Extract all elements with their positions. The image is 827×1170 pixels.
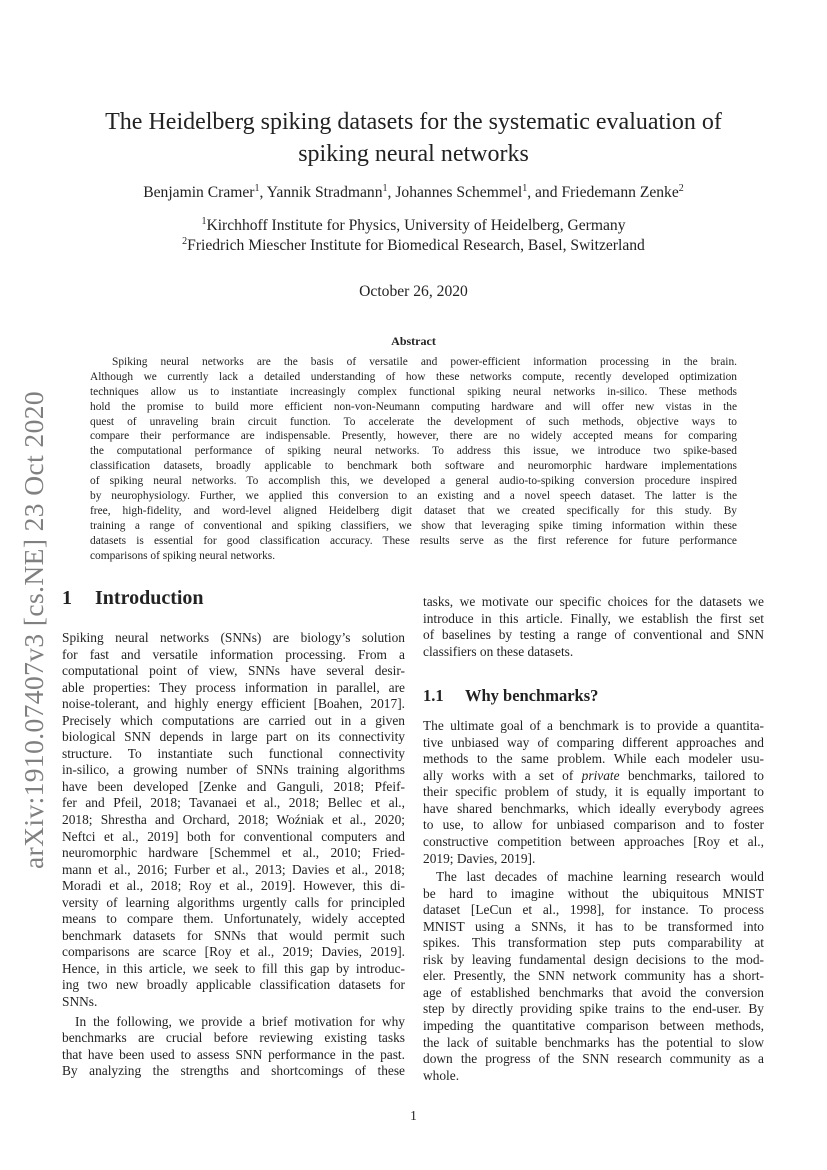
section-heading-introduction — [62, 586, 405, 610]
text-line: eler. Presently, the SNN network community has a short- — [423, 968, 764, 984]
text-segment: benchmarks, tailored to — [619, 767, 764, 783]
benchmarks-paragraph-2 — [423, 869, 764, 1084]
text-line: Neftci et al., 2019] both for conventional computers and — [62, 828, 405, 844]
text-line: versity of learning algorithms urgently calls for principled — [62, 894, 405, 910]
author-separator: , — [259, 184, 267, 201]
paper-title — [60, 106, 767, 170]
author-name: Johannes Schemmel — [395, 184, 523, 201]
affiliation-mark: 1 — [382, 183, 388, 194]
text-line: of baselines by testing a range of conventional and SNN — [423, 627, 764, 643]
abstract-body — [90, 355, 737, 563]
text-line: introduce in this article. Finally, we establish the first set — [423, 610, 764, 626]
text-line: methods to the same problem. While each modeler usu- — [423, 751, 764, 767]
abstract-line: by neurophysiology. Further, we applied this conversion to an existing and a novel speech dataset. The latter is the — [90, 490, 737, 503]
intro-paragraph-1 — [62, 630, 405, 1011]
author-name: Friedemann Zenke — [561, 184, 679, 201]
abstract-line: of spiking neural networks. To accomplish this, we developed a general audio-to-spiking conversion procedure inspired — [90, 475, 737, 488]
text-line: be hard to imagine without the ubiquitous MNIST — [423, 885, 764, 901]
text-line: Hence, in this article, we seek to fill this gap by introduc- — [62, 960, 405, 976]
section-number: 1 — [62, 587, 72, 609]
text-line: The last decades of machine learning research would — [436, 869, 764, 885]
right-column — [423, 594, 764, 1084]
affiliation-text: Friedrich Miescher Institute for Biomedical Research, Basel, Switzerland — [187, 237, 645, 254]
intro-paragraph-2 — [62, 1014, 405, 1080]
abstract-line: free, high-fidelity, and word-level aligned Heidelberg digit dataset that we created specifically for this study. By — [90, 504, 737, 517]
text-line: Spiking neural networks (SNNs) are biology’s solution — [62, 630, 405, 645]
section-title: Introduction — [95, 587, 204, 609]
text-line: The ultimate goal of a benchmark is to provide a quantita- — [423, 718, 764, 734]
emphasized-text: private — [581, 767, 620, 783]
text-line: Precisely which computations are carried out in a given — [62, 712, 405, 728]
text-line: neuromorphic hardware [Schemmel et al., 2010; Fried- — [62, 845, 405, 861]
text-line: in-silico, a growing number of SNNs training algorithms — [62, 762, 405, 778]
abstract-line: Spiking neural networks are the basis of versatile and power-efficient information processing in the brain. — [112, 356, 737, 368]
page-number: 1 — [410, 1108, 417, 1123]
text-line: In the following, we provide a brief motivation for why — [75, 1013, 405, 1029]
text-line: able properties: They process information in parallel, are — [62, 679, 405, 695]
abstract-line: quest of unraveling brain circuit function. To accelerate the development of such methods, objective ways to — [90, 415, 737, 428]
text-line: biological SNN depends in large part on its connectivity — [62, 729, 405, 745]
text-line: whole. — [423, 1067, 460, 1083]
subsection-title: Why benchmarks? — [465, 686, 599, 706]
text-line: 2018; Shrestha and Orchard, 2018; Woźniak et al., 2020; — [62, 812, 405, 828]
abstract-line: hold the promise to build more efficient non-von-Neumann computing hardware and will offer new vistas in the — [90, 400, 737, 413]
author-separator: , and — [527, 184, 562, 201]
text-line: classifiers on these datasets. — [423, 643, 574, 659]
text-line: SNNs. — [62, 994, 98, 1010]
publication-date: October 26, 2020 — [359, 283, 468, 300]
text-line: the lack of suitable benchmarks has the potential to slow — [423, 1034, 764, 1050]
abstract-line: Although we currently lack a detailed understanding of how these networks compute, recently developed optimization — [90, 370, 737, 383]
abstract-line: classification datasets, broadly applicable to benchmark both software and neuromorphic hardware implementations — [90, 460, 737, 473]
text-line: their specific problem of study, it is equally important to — [423, 784, 764, 800]
arxiv-identifier-stamp — [14, 360, 54, 900]
text-line: By analyzing the strengths and shortcomings of these — [62, 1063, 405, 1079]
affiliation-mark: 1 — [201, 216, 207, 227]
author-name: Yannik Stradmann — [266, 184, 383, 201]
text-line: 2019; Davies, 2019]. — [423, 850, 536, 866]
title-line: The Heidelberg spiking datasets for the systematic evaluation of — [105, 109, 722, 135]
text-line: tive unbiased way of comparing different approaches and — [423, 734, 764, 750]
affiliations — [60, 216, 767, 256]
text-line: means to compare them. Unfortunately, widely accepted — [62, 911, 405, 927]
affiliation-mark: 2 — [182, 236, 188, 247]
text-line: for fast and versatile information processing. From a — [62, 646, 405, 662]
text-line: noise-tolerant, and highly energy efficient [Boahen, 2017]. — [62, 696, 405, 712]
text-line: dataset [LeCun et al., 1998], for instance. To process — [423, 902, 764, 918]
abstract-line: training a range of conventional and spiking classifiers, we show that leveraging spike timing information within these — [90, 519, 737, 532]
text-line: benchmark datasets for SNNs that would permit such — [62, 927, 405, 943]
text-line: computational point of view, SNNs have several desir- — [62, 663, 405, 679]
text-line: to use, to allow for unbiased comparison and to foster — [423, 817, 764, 833]
text-segment: ally works with a set of — [423, 767, 582, 783]
arxiv-stamp-text: arXiv:1910.07407v3 [cs.NE] 23 Oct 2020 — [18, 390, 49, 870]
affiliation-mark: 1 — [522, 183, 528, 194]
subsection-number: 1.1 — [423, 686, 444, 706]
abstract-line: the computational performance of spiking neural networks. To address this issue, we introduce two spike-based — [90, 445, 737, 458]
affiliation-mark: 1 — [254, 183, 260, 194]
affiliation-line — [60, 216, 767, 236]
text-line: down the progress of the SNN research community as a — [423, 1051, 764, 1067]
abstract-line: datasets is essential for good classification accuracy. These results serve as the first reference for future performance — [90, 534, 737, 547]
author-list — [60, 183, 767, 203]
benchmarks-paragraph-1 — [423, 718, 764, 867]
text-line: mann et al., 2016; Furber et al., 2013; Davies et al., 2018; — [62, 861, 405, 877]
text-line: age of established benchmarks that avoid the conversion — [423, 984, 764, 1000]
text-line: risk by leaving fundamental design decisions to the mod- — [423, 951, 764, 967]
text-line: ing two new broadly applicable classification datasets for — [62, 977, 405, 993]
text-line: that have been used to assess SNN performance in the past. — [62, 1046, 405, 1062]
text-line: tasks, we motivate our specific choices for the datasets we — [423, 594, 764, 609]
abstract-heading: Abstract — [391, 334, 436, 348]
text-line: spikes. This transformation step puts comparability at — [423, 935, 764, 951]
abstract-line: techniques allow us to instantiate increasingly complex functional spiking neural networks in-silico. These methods — [90, 385, 737, 398]
text-line: MNIST using a SNNs, it has to be transformed into — [423, 918, 764, 934]
affiliation-line — [60, 236, 767, 256]
affiliation-text: Kirchhoff Institute for Physics, University of Heidelberg, Germany — [206, 217, 626, 234]
text-line: have been developed [Zenke and Ganguli, 2018; Pfeif- — [62, 778, 405, 794]
author-name: Benjamin Cramer — [143, 184, 255, 201]
abstract-line: comparisons of spiking neural networks. — [90, 549, 276, 562]
text-line: fer and Pfeil, 2018; Tavanaei et al., 2018; Bellec et al., — [62, 795, 405, 811]
text-line: Moradi et al., 2018; Roy et al., 2019]. However, this di- — [62, 878, 405, 894]
text-line — [423, 768, 764, 785]
text-line: structure. To instantiate such functional connectivity — [62, 745, 405, 761]
title-line: spiking neural networks — [298, 141, 529, 167]
text-line: step by directly providing spike trains to the end-user. By — [423, 1001, 764, 1017]
left-column — [62, 586, 405, 1080]
subsection-heading-why-benchmarks — [423, 686, 764, 706]
intro-paragraph-2-continued — [423, 594, 764, 660]
text-line: comparisons are scarce [Roy et al., 2019; Davies, 2019]. — [62, 944, 405, 960]
abstract-line: compare their performance are indispensable. Presently, however, there are no widely accepted means for comparing — [90, 430, 737, 443]
affiliation-mark: 2 — [678, 183, 684, 194]
text-line: benchmarks are crucial before reviewing existing tasks — [62, 1030, 405, 1046]
author-separator: , — [387, 184, 396, 201]
text-line: constructive competition between approaches [Roy et al., — [423, 834, 764, 850]
text-line: have shared benchmarks, which ideally everybody agrees — [423, 800, 764, 816]
text-line: impeding the quantitative comparison between methods, — [423, 1018, 764, 1034]
